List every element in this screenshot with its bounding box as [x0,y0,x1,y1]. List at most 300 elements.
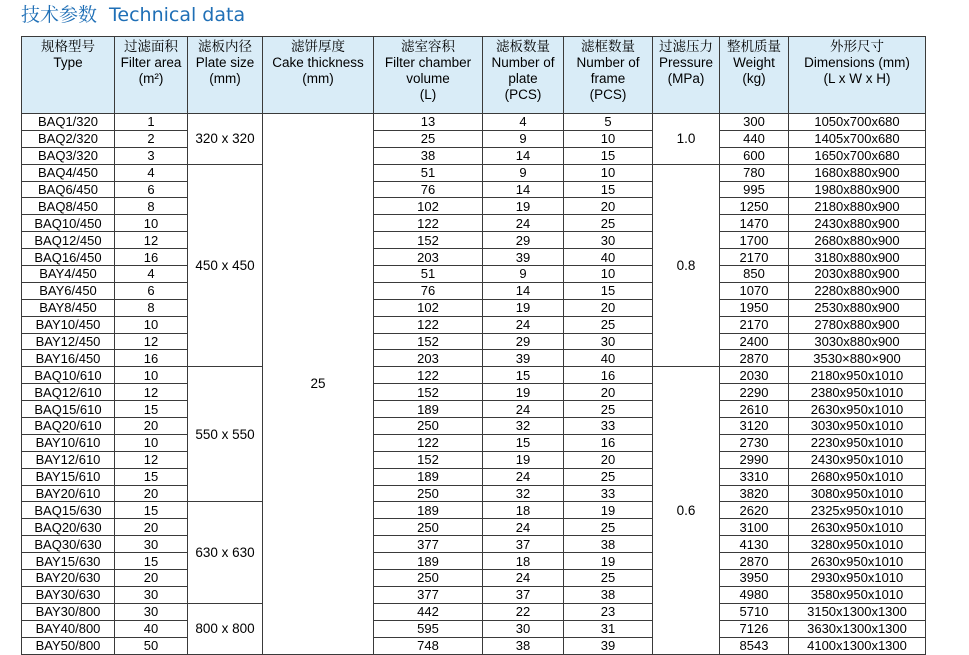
plate-count-cell: 39 [483,249,564,266]
table-row [22,181,926,198]
type-cell: BAQ12/450 [22,232,115,249]
type-cell: BAY40/800 [22,620,115,637]
plate-size-cell: 550 x 550 [188,367,263,502]
header-unit: (kg) [742,71,766,86]
dimensions-cell: 3530×880×900 [789,350,926,367]
header-cn: 规格型号 [41,39,95,54]
chamber-volume-cell: 76 [374,282,483,299]
type-cell: BAQ1/320 [22,114,115,131]
weight-cell: 3100 [720,519,789,536]
table-row [22,603,926,620]
type-cell: BAQ12/610 [22,384,115,401]
table-row [22,198,926,215]
dimensions-cell: 2430x950x1010 [789,451,926,468]
frame-count-cell: 25 [564,316,653,333]
table-row [22,282,926,299]
type-cell: BAQ10/610 [22,367,115,384]
filter-area-cell: 15 [115,553,188,570]
weight-cell: 7126 [720,620,789,637]
header-en: Pressure [658,55,714,70]
chamber-volume-cell: 76 [374,181,483,198]
type-cell: BAY4/450 [22,266,115,283]
plate-count-cell: 32 [483,485,564,502]
chamber-volume-cell: 595 [374,620,483,637]
header-en: Plate size [195,55,255,70]
header-en: Weight [733,55,775,70]
chamber-volume-cell: 250 [374,485,483,502]
filter-area-cell: 40 [115,620,188,637]
weight-cell: 1250 [720,198,789,215]
header-unit: (PCS) [589,87,627,102]
table-row [22,316,926,333]
table-row [22,232,926,249]
dimensions-cell: 2325x950x1010 [789,502,926,519]
frame-count-cell: 10 [564,266,653,283]
header-cell [720,37,789,114]
frame-count-cell: 33 [564,485,653,502]
type-cell: BAQ2/320 [22,130,115,147]
frame-count-cell: 16 [564,367,653,384]
header-en: Type [53,55,83,70]
dimensions-cell: 2030x880x900 [789,266,926,283]
plate-count-cell: 24 [483,519,564,536]
chamber-volume-cell: 250 [374,570,483,587]
weight-cell: 300 [720,114,789,131]
chamber-volume-cell: 203 [374,350,483,367]
chamber-volume-cell: 189 [374,468,483,485]
header-cn: 滤板内径 [198,39,252,54]
header-unit: (mm) [209,71,241,86]
dimensions-cell: 2630x950x1010 [789,553,926,570]
type-cell: BAY15/630 [22,553,115,570]
frame-count-cell: 5 [564,114,653,131]
header-cn: 过滤面积 [124,39,178,54]
dimensions-cell: 3080x950x1010 [789,485,926,502]
plate-count-cell: 14 [483,147,564,164]
weight-cell: 995 [720,181,789,198]
pressure-cell: 0.8 [653,164,720,367]
plate-count-cell: 24 [483,570,564,587]
plate-count-cell: 18 [483,553,564,570]
type-cell: BAQ20/610 [22,418,115,435]
table-body [22,114,926,655]
header-en: Dimensions (mm) [804,55,910,70]
dimensions-cell: 2180x880x900 [789,198,926,215]
weight-cell: 2870 [720,350,789,367]
chamber-volume-cell: 203 [374,249,483,266]
filter-area-cell: 30 [115,536,188,553]
plate-count-cell: 9 [483,164,564,181]
filter-area-cell: 16 [115,249,188,266]
type-cell: BAY30/630 [22,586,115,603]
weight-cell: 8543 [720,637,789,654]
weight-cell: 2290 [720,384,789,401]
frame-count-cell: 25 [564,215,653,232]
plate-size-cell: 630 x 630 [188,502,263,603]
type-cell: BAY6/450 [22,282,115,299]
table-row [22,502,926,519]
weight-cell: 2610 [720,401,789,418]
frame-count-cell: 15 [564,282,653,299]
plate-count-cell: 15 [483,367,564,384]
plate-size-cell: 320 x 320 [188,114,263,165]
frame-count-cell: 31 [564,620,653,637]
chamber-volume-cell: 250 [374,519,483,536]
filter-area-cell: 8 [115,299,188,316]
table-row [22,367,926,384]
weight-cell: 2620 [720,502,789,519]
type-cell: BAY10/610 [22,434,115,451]
header-unit: (L x W x H) [823,71,891,86]
table-row [22,266,926,283]
table-row [22,333,926,350]
frame-count-cell: 16 [564,434,653,451]
plate-count-cell: 29 [483,232,564,249]
plate-count-cell: 22 [483,603,564,620]
type-cell: BAQ30/630 [22,536,115,553]
table-row [22,215,926,232]
frame-count-cell: 20 [564,451,653,468]
cake-thickness-cell: 25 [263,114,374,655]
weight-cell: 2730 [720,434,789,451]
plate-count-cell: 24 [483,401,564,418]
chamber-volume-cell: 102 [374,299,483,316]
dimensions-cell: 2280x880x900 [789,282,926,299]
weight-cell: 2990 [720,451,789,468]
table-row [22,434,926,451]
frame-count-cell: 20 [564,198,653,215]
type-cell: BAY20/630 [22,570,115,587]
chamber-volume-cell: 122 [374,367,483,384]
plate-count-cell: 39 [483,350,564,367]
dimensions-cell: 3150x1300x1300 [789,603,926,620]
title-cn: 技术参数 [21,4,98,26]
frame-count-cell: 20 [564,384,653,401]
type-cell: BAY12/450 [22,333,115,350]
type-cell: BAQ3/320 [22,147,115,164]
table-row [22,553,926,570]
header-cell [263,37,374,114]
weight-cell: 1470 [720,215,789,232]
weight-cell: 2030 [720,367,789,384]
table-header [22,37,926,114]
filter-area-cell: 10 [115,316,188,333]
filter-area-cell: 1 [115,114,188,131]
frame-count-cell: 39 [564,637,653,654]
type-cell: BAY16/450 [22,350,115,367]
filter-area-cell: 20 [115,570,188,587]
type-cell: BAQ8/450 [22,198,115,215]
table-row [22,130,926,147]
chamber-volume-cell: 189 [374,502,483,519]
table-row [22,620,926,637]
type-cell: BAQ20/630 [22,519,115,536]
dimensions-cell: 2680x880x900 [789,232,926,249]
header-cn: 滤板数量 [496,39,550,54]
chamber-volume-cell: 122 [374,434,483,451]
filter-area-cell: 8 [115,198,188,215]
dimensions-cell: 1650x700x680 [789,147,926,164]
table-row [22,401,926,418]
plate-count-cell: 4 [483,114,564,131]
header-cell [22,37,115,114]
weight-cell: 5710 [720,603,789,620]
header-en: Cake thickness [272,55,364,70]
frame-count-cell: 25 [564,468,653,485]
dimensions-cell: 3030x880x900 [789,333,926,350]
frame-count-cell: 30 [564,333,653,350]
type-cell: BAY50/800 [22,637,115,654]
header-cell [188,37,263,114]
filter-area-cell: 4 [115,266,188,283]
table-row [22,485,926,502]
table-row [22,468,926,485]
weight-cell: 440 [720,130,789,147]
filter-area-cell: 6 [115,181,188,198]
header-unit: (PCS) [504,87,542,102]
title-en: Technical data [109,4,246,26]
filter-area-cell: 6 [115,282,188,299]
weight-cell: 600 [720,147,789,164]
weight-cell: 1070 [720,282,789,299]
type-cell: BAY10/450 [22,316,115,333]
chamber-volume-cell: 152 [374,333,483,350]
table-row [22,418,926,435]
table-row [22,586,926,603]
filter-area-cell: 3 [115,147,188,164]
filter-area-cell: 4 [115,164,188,181]
dimensions-cell: 2630x950x1010 [789,401,926,418]
dimensions-cell: 3030x950x1010 [789,418,926,435]
dimensions-cell: 3180x880x900 [789,249,926,266]
dimensions-cell: 3580x950x1010 [789,586,926,603]
plate-count-cell: 14 [483,282,564,299]
dimensions-cell: 3630x1300x1300 [789,620,926,637]
frame-count-cell: 38 [564,536,653,553]
type-cell: BAQ4/450 [22,164,115,181]
filter-area-cell: 10 [115,434,188,451]
plate-count-cell: 9 [483,266,564,283]
chamber-volume-cell: 122 [374,215,483,232]
chamber-volume-cell: 152 [374,384,483,401]
frame-count-cell: 23 [564,603,653,620]
chamber-volume-cell: 152 [374,232,483,249]
header-cell [374,37,483,114]
header-cn: 滤饼厚度 [291,39,345,54]
frame-count-cell: 25 [564,401,653,418]
header-unit: (m²) [138,71,164,86]
chamber-volume-cell: 38 [374,147,483,164]
frame-count-cell: 15 [564,147,653,164]
frame-count-cell: 30 [564,232,653,249]
dimensions-cell: 4100x1300x1300 [789,637,926,654]
frame-count-cell: 25 [564,519,653,536]
header-unit: (mm) [302,71,334,86]
chamber-volume-cell: 122 [374,316,483,333]
type-cell: BAQ16/450 [22,249,115,266]
plate-count-cell: 18 [483,502,564,519]
dimensions-cell: 2230x950x1010 [789,434,926,451]
frame-count-cell: 10 [564,164,653,181]
header-en: Filter chamber volume [384,55,472,86]
chamber-volume-cell: 13 [374,114,483,131]
weight-cell: 850 [720,266,789,283]
type-cell: BAY15/610 [22,468,115,485]
dimensions-cell: 2780x880x900 [789,316,926,333]
plate-count-cell: 19 [483,198,564,215]
filter-area-cell: 20 [115,418,188,435]
table-row [22,114,926,131]
chamber-volume-cell: 377 [374,586,483,603]
dimensions-cell: 1405x700x680 [789,130,926,147]
type-cell: BAY12/610 [22,451,115,468]
header-cell [564,37,653,114]
plate-count-cell: 19 [483,384,564,401]
header-row [22,37,926,114]
frame-count-cell: 38 [564,586,653,603]
header-cn: 过滤压力 [659,39,713,54]
type-cell: BAQ10/450 [22,215,115,232]
dimensions-cell: 2630x950x1010 [789,519,926,536]
header-cell [115,37,188,114]
filter-area-cell: 10 [115,215,188,232]
chamber-volume-cell: 189 [374,553,483,570]
frame-count-cell: 15 [564,181,653,198]
plate-count-cell: 24 [483,215,564,232]
table-row [22,249,926,266]
dimensions-cell: 2180x950x1010 [789,367,926,384]
plate-count-cell: 38 [483,637,564,654]
type-cell: BAQ6/450 [22,181,115,198]
pressure-cell: 0.6 [653,367,720,654]
filter-area-cell: 20 [115,519,188,536]
table-row [22,451,926,468]
header-cell [653,37,720,114]
pressure-cell: 1.0 [653,114,720,165]
frame-count-cell: 19 [564,553,653,570]
weight-cell: 2170 [720,316,789,333]
filter-area-cell: 50 [115,637,188,654]
plate-size-cell: 450 x 450 [188,164,263,367]
plate-count-cell: 24 [483,468,564,485]
weight-cell: 4980 [720,586,789,603]
header-unit: (L) [419,87,437,102]
weight-cell: 4130 [720,536,789,553]
table-row [22,164,926,181]
filter-area-cell: 15 [115,468,188,485]
chamber-volume-cell: 377 [374,536,483,553]
dimensions-cell: 1680x880x900 [789,164,926,181]
plate-count-cell: 32 [483,418,564,435]
header-unit: (MPa) [667,71,705,86]
chamber-volume-cell: 748 [374,637,483,654]
filter-area-cell: 30 [115,603,188,620]
chamber-volume-cell: 442 [374,603,483,620]
weight-cell: 3950 [720,570,789,587]
header-en: Number of plate [491,55,555,86]
table-row [22,519,926,536]
frame-count-cell: 33 [564,418,653,435]
header-cell [789,37,926,114]
plate-count-cell: 29 [483,333,564,350]
header-cn: 滤框数量 [581,39,635,54]
plate-count-cell: 30 [483,620,564,637]
chamber-volume-cell: 102 [374,198,483,215]
type-cell: BAQ15/630 [22,502,115,519]
page-title [21,0,245,30]
frame-count-cell: 40 [564,249,653,266]
header-cn: 整机质量 [727,39,781,54]
dimensions-cell: 2530x880x900 [789,299,926,316]
dimensions-cell: 2430x880x900 [789,215,926,232]
weight-cell: 3820 [720,485,789,502]
technical-data-table [21,36,926,655]
frame-count-cell: 20 [564,299,653,316]
dimensions-cell: 2930x950x1010 [789,570,926,587]
type-cell: BAQ15/610 [22,401,115,418]
table-row [22,299,926,316]
plate-count-cell: 9 [483,130,564,147]
weight-cell: 3310 [720,468,789,485]
dimensions-cell: 3280x950x1010 [789,536,926,553]
table-row [22,384,926,401]
frame-count-cell: 10 [564,130,653,147]
chamber-volume-cell: 51 [374,164,483,181]
plate-count-cell: 19 [483,299,564,316]
chamber-volume-cell: 189 [374,401,483,418]
plate-count-cell: 37 [483,536,564,553]
weight-cell: 2170 [720,249,789,266]
filter-area-cell: 10 [115,367,188,384]
weight-cell: 2400 [720,333,789,350]
chamber-volume-cell: 51 [374,266,483,283]
weight-cell: 3120 [720,418,789,435]
filter-area-cell: 2 [115,130,188,147]
type-cell: BAY8/450 [22,299,115,316]
header-en: Number of frame [576,55,640,86]
type-cell: BAY20/610 [22,485,115,502]
table-row [22,570,926,587]
filter-area-cell: 12 [115,451,188,468]
header-cell [483,37,564,114]
chamber-volume-cell: 152 [374,451,483,468]
header-cn: 滤室容积 [401,39,455,54]
dimensions-cell: 1980x880x900 [789,181,926,198]
frame-count-cell: 40 [564,350,653,367]
dimensions-cell: 2380x950x1010 [789,384,926,401]
filter-area-cell: 16 [115,350,188,367]
plate-count-cell: 14 [483,181,564,198]
plate-count-cell: 15 [483,434,564,451]
filter-area-cell: 12 [115,384,188,401]
dimensions-cell: 2680x950x1010 [789,468,926,485]
filter-area-cell: 12 [115,333,188,350]
chamber-volume-cell: 250 [374,418,483,435]
weight-cell: 1700 [720,232,789,249]
weight-cell: 780 [720,164,789,181]
filter-area-cell: 12 [115,232,188,249]
type-cell: BAY30/800 [22,603,115,620]
header-en: Filter area [120,55,182,70]
plate-count-cell: 24 [483,316,564,333]
table-row [22,536,926,553]
filter-area-cell: 15 [115,502,188,519]
table-row [22,147,926,164]
table-row [22,350,926,367]
plate-count-cell: 37 [483,586,564,603]
header-cn: 外形尺寸 [830,39,884,54]
weight-cell: 2870 [720,553,789,570]
